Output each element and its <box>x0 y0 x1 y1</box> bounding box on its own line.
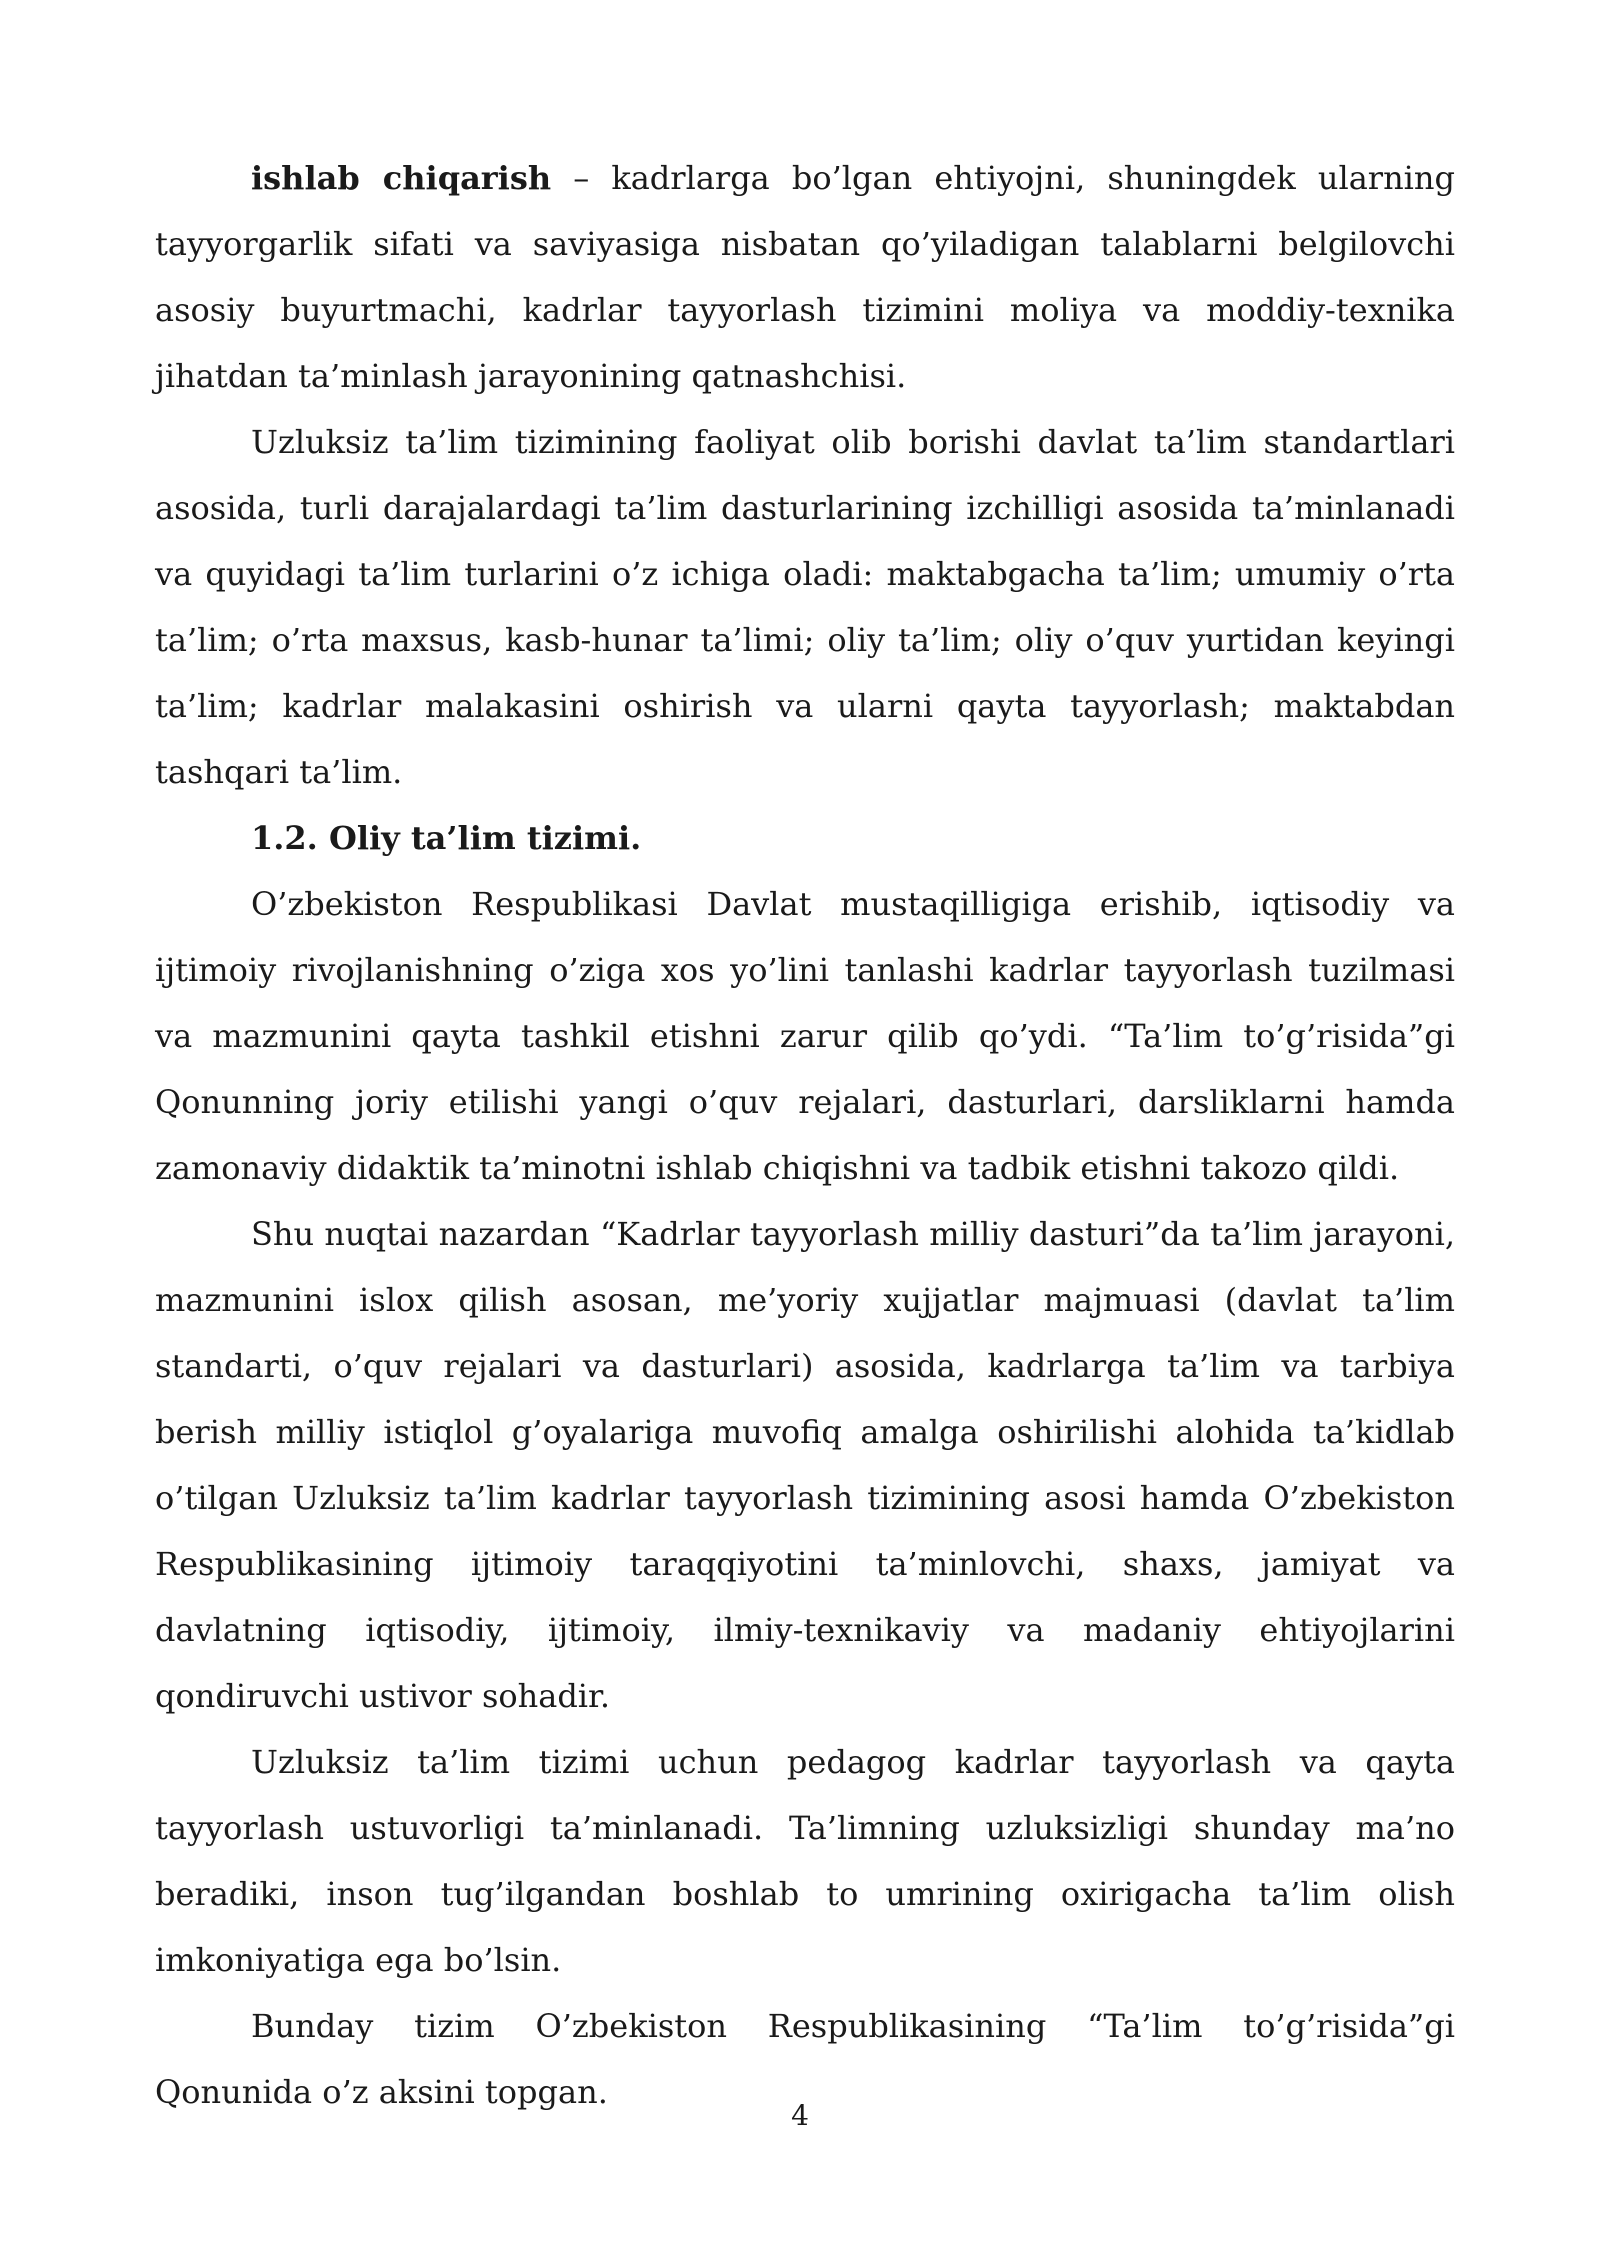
section-heading: 1.2. Oliy ta’lim tizimi. <box>251 819 642 857</box>
definition-text: – kadrlarga bo’lgan ehtiyojni, shuningdek ularning tayyorgarlik sifati va saviyasiga nisbatan qo’yiladigan talablarni belgilovchi asosiy buyurtmachi, kadrlar tayyorlash tizimini moliya va moddiy-texnika jihatdan ta’minlash jarayonining qatnashchisi. <box>155 159 1456 395</box>
page-number: 4 <box>791 2099 809 2132</box>
document-body <box>155 145 1455 2125</box>
defined-term: ishlab chiqarish <box>251 159 552 197</box>
paragraph-pedagog-training: Uzluksiz ta’lim tizimi uchun pedagog kadrlar tayyorlash va qayta tayyorlash ustuvorligi ta’minlanadi. Ta’limning uzluksizligi shunday ma’no beradiki, inson tug’ilgandan boshlab to umrining oxirigacha ta’lim olish imkoniyatiga ega bo’lsin. <box>155 1743 1455 1979</box>
paragraph-definition <box>155 145 1455 409</box>
paragraph-independence: O’zbekiston Respublikasi Davlat mustaqilligiga erishib, iqtisodiy va ijtimoiy rivojlanishning o’ziga xos yo’lini tanlashi kadrlar tayyorlash tuzilmasi va mazmunini qayta tashkil etishni zarur qilib qo’ydi. “Ta’lim to’g’risida”gi Qonunning joriy etilishi yangi o’quv rejalari, dasturlari, darsliklarni hamda zamonaviy didaktik ta’minotni ishlab chiqishni va tadbik etishni takozo qildi. <box>155 885 1455 1187</box>
paragraph-national-program: Shu nuqtai nazardan “Kadrlar tayyorlash milliy dasturi”da ta’lim jarayoni, mazmunini islox qilish asosan, me’yoriy xujjatlar majmuasi (davlat ta’lim standarti, o’quv rejalari va dasturlari) asosida, kadrlarga ta’lim va tarbiya berish milliy istiqlol g’oyalariga muvofiq amalga oshirilishi alohida ta’kidlab o’tilgan Uzluksiz ta’lim kadrlar tayyorlash tizimining asosi hamda O’zbekiston Respublikasining ijtimoiy taraqqiyotini ta’minlovchi, shaxs, jamiyat va davlatning iqtisodiy, ijtimoiy, ilmiy-texnikaviy va madaniy ehtiyojlarini qondiruvchi ustivor sohadir. <box>155 1215 1455 1715</box>
paragraph-continuous-education: Uzluksiz ta’lim tizimining faoliyat olib borishi davlat ta’lim standartlari asosida, turli darajalardagi ta’lim dasturlarining izchilligi asosida ta’minlanadi va quyidagi ta’lim turlarini o’z ichiga oladi: maktabgacha ta’lim; umumiy o’rta ta’lim; o’rta maxsus, kasb-hunar ta’limi; oliy ta’lim; oliy o’quv yurtidan keyingi ta’lim; kadrlar malakasini oshirish va ularni qayta tayyorlash; maktabdan tashqari ta’lim. <box>155 423 1455 791</box>
paragraph-law-reference: Bunday tizim O’zbekiston Respublikasining “Ta’lim to’g’risida”gi Qonunida o’z aksini topgan. <box>155 2007 1455 2111</box>
